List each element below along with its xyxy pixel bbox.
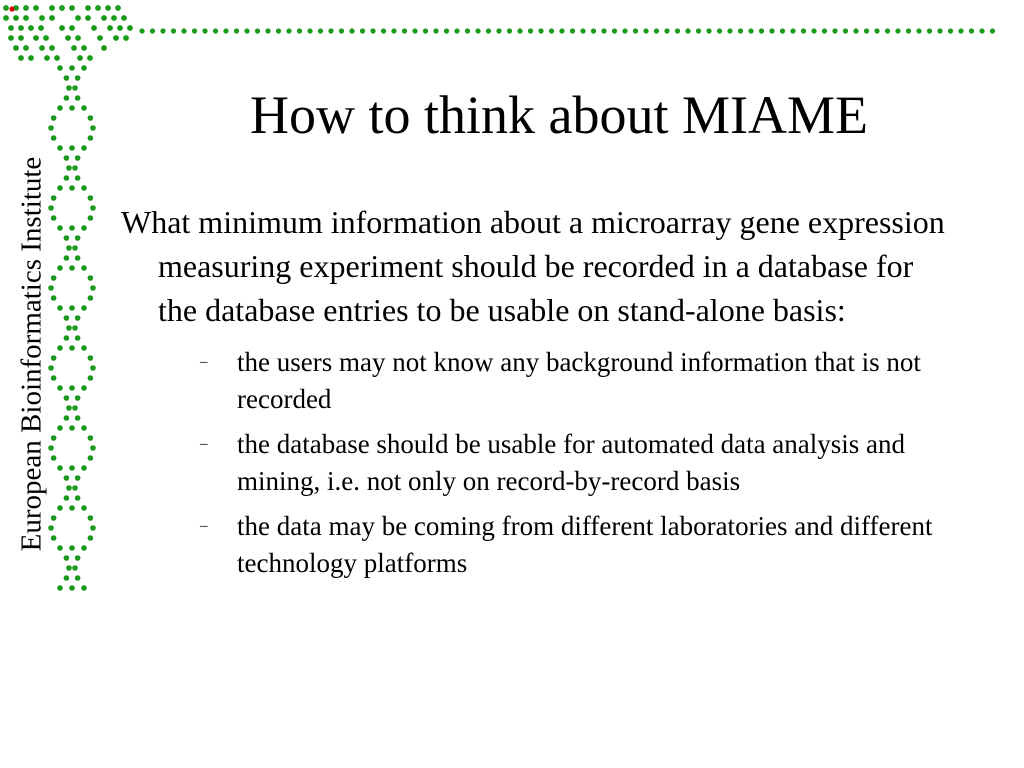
- dash-bullet: –: [200, 436, 208, 452]
- sub-point-list: [121, 344, 956, 582]
- sub-point: [121, 426, 956, 500]
- dash-bullet: –: [200, 354, 208, 370]
- sub-point-text: the users may not know any background information that is not recorded: [237, 347, 921, 414]
- slide-body: [121, 200, 956, 590]
- main-point: What minimum information about a microarray gene expression measuring experiment should be recorded in a database for the database entries to be usable on stand-alone basis:: [121, 204, 945, 328]
- institute-label: European Bioinformatics Institute: [15, 156, 48, 552]
- sub-point-text: the data may be coming from different laboratories and different technology platforms: [237, 511, 933, 578]
- sub-point: [121, 344, 956, 418]
- sub-point: [121, 508, 956, 582]
- sub-point-text: the database should be usable for automated data analysis and mining, i.e. not only on record-by-record basis: [237, 429, 906, 496]
- slide-title: How to think about MIAME: [250, 85, 868, 145]
- dash-bullet: –: [200, 518, 208, 534]
